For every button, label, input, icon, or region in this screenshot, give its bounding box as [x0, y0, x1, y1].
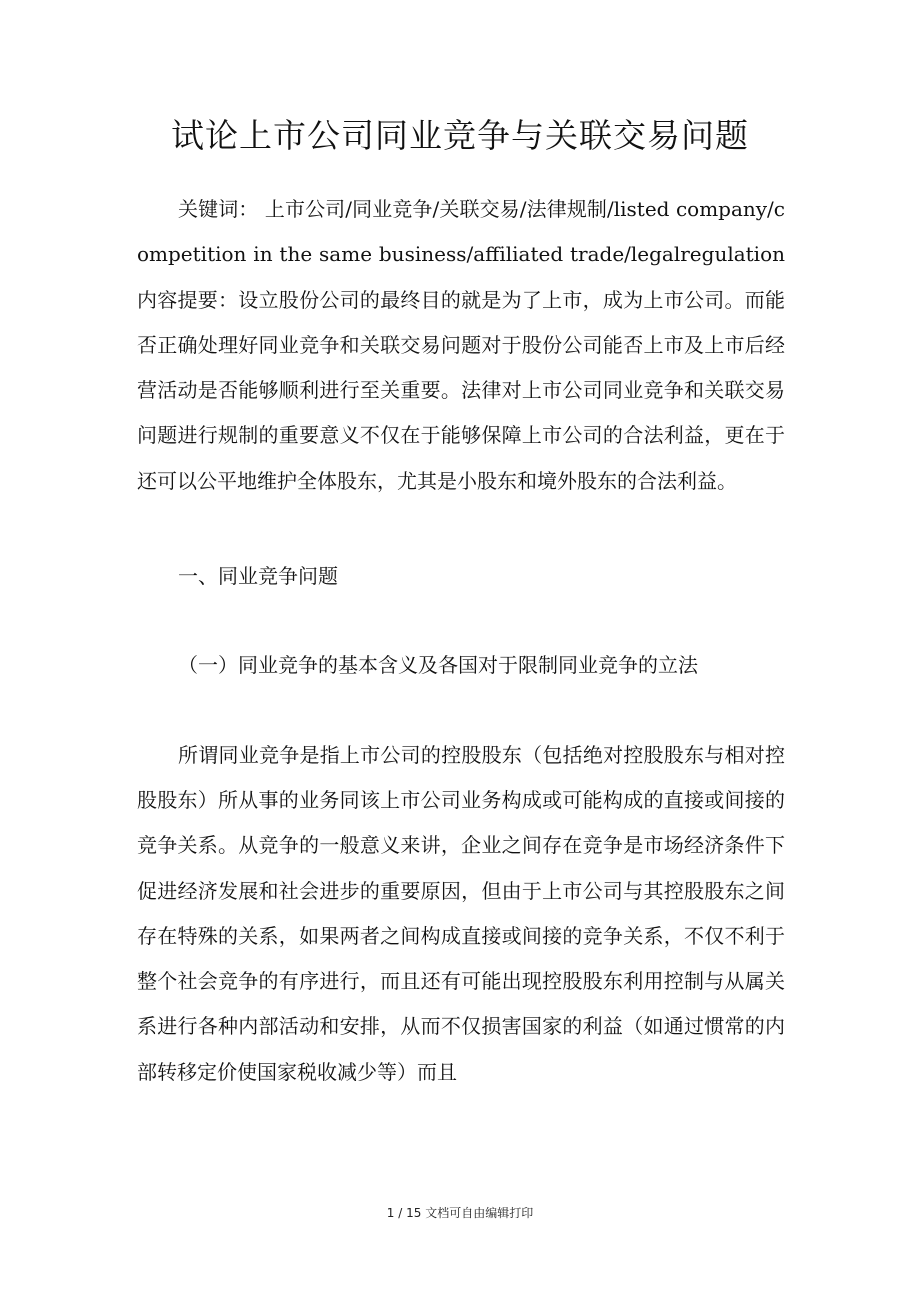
- keywords-abstract-paragraph: 关键词： 上市公司/同业竞争/关联交易/法律规制/listed company/competition in the same business/affiliated trade/legalregulation内容提要：设立股份公司的最终目的就是为了上市，成为上市公司。而能否正确处理好同业竞争和关联交易问题对于股份公司能否上市及上市后经营活动是否能够顺利进行至关重要。法律对上市公司同业竞争和关联交易问题进行规制的重要意义不仅在于能够保障上市公司的合法利益，更在于还可以公平地维护全体股东，尤其是小股东和境外股东的合法利益。: [137, 197, 785, 493]
- document-body: [137, 187, 785, 1095]
- page-footer: 1 / 15 文档可自由编辑打印: [386, 1206, 534, 1220]
- document-title: 试论上市公司同业竞争与关联交易问题: [171, 116, 749, 155]
- section-heading: 一、同业竞争问题: [178, 564, 338, 589]
- subsection-heading: （一）同业竞争的基本含义及各国对于限制同业竞争的立法: [178, 653, 698, 678]
- body-paragraph: 所谓同业竞争是指上市公司的控股股东（包括绝对控股股东与相对控股股东）所从事的业务同该上市公司业务构成或可能构成的直接或间接的竞争关系。从竞争的一般意义来讲，企业之间存在竞争是市场经济条件下促进经济发展和社会进步的重要原因，但由于上市公司与其控股股东之间存在特殊的关系，如果两者之间构成直接或间接的竞争关系，不仅不利于整个社会竞争的有序进行，而且还有可能出现控股股东利用控制与从属关系进行各种内部活动和安排，从而不仅损害国家的利益（如通过惯常的内部转移定价使国家税收减少等）而且: [137, 742, 785, 1084]
